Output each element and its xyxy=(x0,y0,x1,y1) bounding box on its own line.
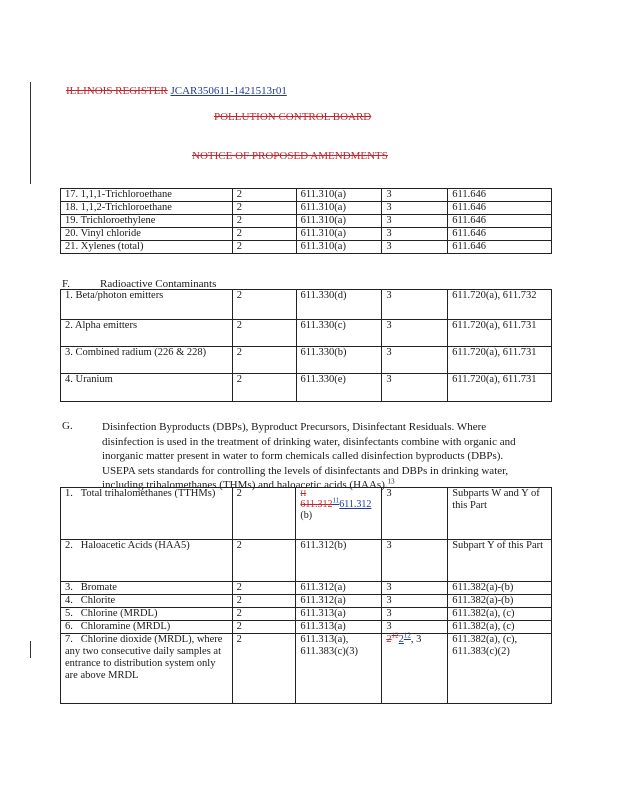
register-inserted-text: JCAR350611-1421513r01 xyxy=(170,85,287,97)
notice-title: NOTICE OF PROPOSED AMENDMENTS xyxy=(192,150,388,162)
margin-change-bar xyxy=(30,641,31,658)
table-row: 4. Uranium 2 611.330(e) 3 611.720(a), 611.731 xyxy=(61,374,552,402)
table-row: 19. Trichloroethylene 2 611.310(a) 3 611.646 xyxy=(61,215,552,228)
contaminant-table-radioactive xyxy=(60,289,552,402)
table-row: 5. Chlorine (MRDL) 2 611.313(a) 3 611.382(a), (c) xyxy=(61,608,552,621)
table-row: 3. Bromate 2 611.312(a) 3 611.382(a)-(b) xyxy=(61,582,552,595)
table-row: 6. Chloramine (MRDL) 2 611.313(a) 3 611.382(a), (c) xyxy=(61,621,552,634)
board-title: POLLUTION CONTROL BOARD xyxy=(214,111,372,123)
register-header xyxy=(66,85,287,97)
contaminant-table-volatile xyxy=(60,188,552,254)
table-row: 20. Vinyl chloride 2 611.310(a) 3 611.646 xyxy=(61,228,552,241)
table-row: 4. Chlorite 2 611.312(a) 3 611.382(a)-(b) xyxy=(61,595,552,608)
table-row: 2. Haloacetic Acids (HAA5) 2 611.312(b) 3 Subpart Y of this Part xyxy=(61,540,552,582)
table-row: 1. Beta/photon emitters 2 611.330(d) 3 611.720(a), 611.732 xyxy=(61,290,552,320)
table-row: 7. Chlorine dioxide (MRDL), where any two consecutive daily samples at entrance to distribution system only are above MRDL 2 611.313(a), 611.383(c)(3) $2^{12}2^{12}$, 3 611.382(a), (c), 611.383(c)(2) xyxy=(61,634,552,704)
register-struck-text: ILLINOIS REGISTER xyxy=(66,85,168,97)
section-g-paragraph: Disinfection Byproducts (DBPs), Byproduct Precursors, Disinfectant Residuals. Where disinfection is used in the treatment of drinking water, disinfectants combine with organic and inorganic matter present in water to form chemicals called disinfection byproducts (DBPs). USEPA sets standards for controlling the levels of disinfectants and DBPs in drinking water, including trihalomethanes (THMs) and haloacetic acids (HAAs).$^{13}$ xyxy=(102,421,516,491)
contaminant-table-dbp xyxy=(60,487,552,704)
table-row: 1. Total trihalomethanes (TTHMs) 2 H 611.312$^{11}$611.312 (b) 3 Subparts W and Y of this Part xyxy=(61,488,552,540)
section-f-heading: F. Radioactive Contaminants xyxy=(62,278,217,290)
section-g-letter: G. xyxy=(62,420,73,432)
table-row: 2. Alpha emitters 2 611.330(c) 3 611.720(a), 611.731 xyxy=(61,320,552,347)
table-row: 21. Xylenes (total) 2 611.310(a) 3 611.646 xyxy=(61,241,552,254)
table-row: 3. Combined radium (226 & 228) 2 611.330(b) 3 611.720(a), 611.731 xyxy=(61,347,552,374)
table-row: 18. 1,1,2-Trichloroethane 2 611.310(a) 3 611.646 xyxy=(61,202,552,215)
table-row: 17. 1,1,1-Trichloroethane 2 611.310(a) 3 611.646 xyxy=(61,189,552,202)
margin-change-bar xyxy=(30,82,31,184)
